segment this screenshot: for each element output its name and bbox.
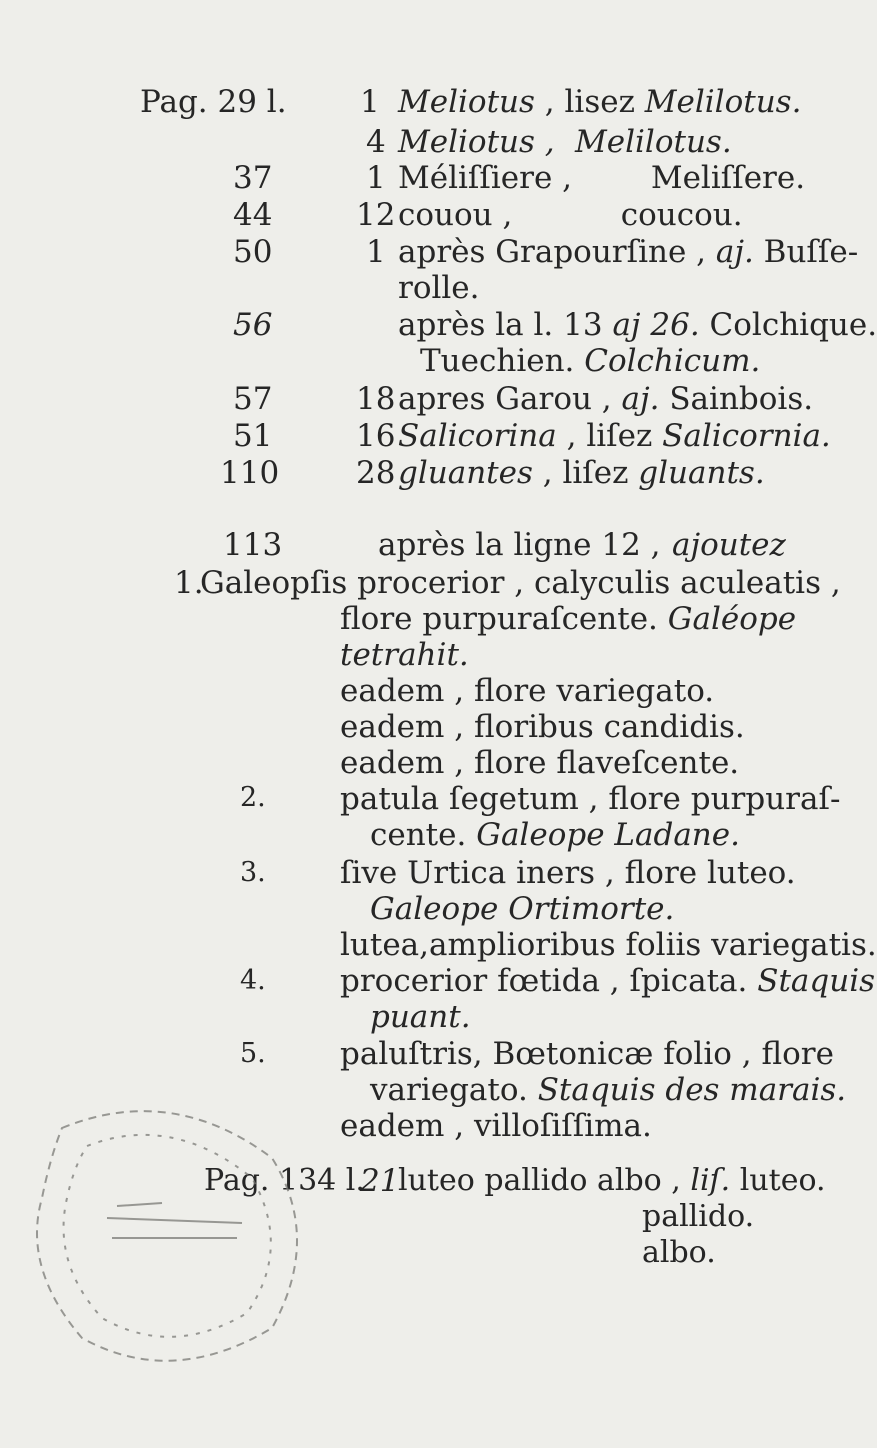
entry-line: pallido. [642, 1199, 755, 1234]
errata-text-roman: après Grapourſine , [398, 234, 716, 270]
errata-text-italic: aj 26. [612, 307, 700, 343]
errata-text: couou , coucou. [398, 197, 743, 233]
page-number: 56 [233, 307, 273, 343]
entry-line: lutea,amplioribus foliis variegatis. [340, 927, 877, 963]
entry-text-roman: cente. [370, 817, 477, 853]
errata-text [398, 234, 858, 270]
line-number: 4 [366, 124, 386, 160]
page-number: 57 [233, 381, 273, 417]
entry-line [340, 601, 796, 637]
entry-text-roman: flore purpuraſcente. [340, 601, 668, 637]
errata-text-italic: Salicorina [398, 418, 557, 454]
line-number: 21 [360, 1163, 400, 1199]
line-number: 1 [366, 234, 386, 270]
errata-text-italic: Salicornia. [662, 418, 831, 454]
entry-text-italic: Galéope [667, 601, 797, 637]
line-number: 1 [360, 84, 380, 120]
entry-line: eadem , flore flaveſcente. [340, 745, 740, 781]
errata-continuation: rolle. [398, 270, 480, 306]
addition-instruction: après la ligne 12 , [378, 527, 661, 563]
line-number: 16 [356, 418, 396, 454]
entry-text-roman: luteo pallido albo , [398, 1163, 691, 1198]
errata-text-roman: Buſſe- [753, 234, 859, 270]
entry-line [340, 963, 875, 999]
page-number: 44 [233, 197, 273, 233]
entry-text-italic: liſ. [690, 1163, 731, 1198]
entry-line: eadem , flore variegato. [340, 673, 715, 709]
errata-text-italic: gluants. [638, 455, 765, 491]
entry-line: ſive Urtica iners , flore luteo. [340, 855, 796, 891]
entry-number: 3. [240, 857, 266, 888]
errata-text: Méliſſiere , Meliſſere. [398, 160, 806, 196]
entry-line: puant. [370, 999, 471, 1035]
errata-text-italic: Meliotus , [398, 124, 555, 160]
line-number: 18 [356, 381, 396, 417]
errata-text-roman: , liſez [532, 455, 639, 491]
errata-text-italic: Colchicum. [584, 343, 761, 379]
page-number: 51 [233, 418, 273, 454]
errata-text-italic: Meliotus [398, 84, 535, 120]
library-stamp [22, 1088, 322, 1388]
page-number: Pag. 29 l. [140, 84, 287, 120]
entry-line: albo. [642, 1235, 716, 1270]
entry-text-roman: procerior fœtida , ſpicata. [340, 963, 758, 999]
errata-text [398, 455, 765, 491]
entry-text-italic: Staquis des marais. [537, 1072, 847, 1108]
errata-text [398, 307, 877, 343]
page-number: 113 [223, 527, 283, 563]
errata-text-roman: apres Garou , [398, 381, 622, 417]
entry-line: Galeopſis procerior , calyculis aculeatis , [200, 565, 841, 601]
errata-text-italic: aj. [621, 381, 660, 417]
entry-line [370, 817, 740, 853]
errata-text-roman: Colchique. [699, 307, 877, 343]
page-number: 110 [220, 455, 280, 491]
errata-text-roman: après la l. 13 [398, 307, 613, 343]
entry-line: paluſtris, Bœtonicæ folio , flore [340, 1036, 834, 1072]
errata-text-roman: Tuechien. [420, 343, 585, 379]
errata-text [398, 418, 831, 454]
entry-line: eadem , villoſiſſima. [340, 1108, 652, 1144]
errata-text-italic: aj. [715, 234, 754, 270]
page-number: 37 [233, 160, 273, 196]
errata-text-italic: Melilotus. [644, 84, 802, 120]
entry-line: eadem , floribus candidis. [340, 709, 745, 745]
errata-text-roman: , lisez [534, 84, 645, 120]
addition-instruction-italic: ajoutez [672, 527, 786, 563]
errata-text-italic: gluantes [398, 455, 533, 491]
errata-continuation [420, 343, 760, 379]
entry-line [370, 1072, 846, 1108]
errata-text [398, 84, 801, 120]
errata-text-italic: Melilotus. [575, 124, 732, 160]
entry-number: 1. [174, 565, 204, 601]
entry-line: Galeope Ortimorte. [370, 891, 675, 927]
entry-number: 4. [240, 965, 266, 996]
entry-text-roman: luteo. [730, 1163, 826, 1198]
errata-text-roman: , liſez [556, 418, 663, 454]
entry-text-roman: variegato. [370, 1072, 538, 1108]
errata-text-roman: Sainbois. [659, 381, 814, 417]
page-number: Pag. 134 l. [204, 1163, 365, 1198]
entry-number: 2. [240, 782, 266, 813]
entry-text-italic: Staquis [757, 963, 876, 999]
entry-text-italic: Galeope Ladane. [476, 817, 740, 853]
entry-line [398, 1163, 826, 1199]
line-number: 12 [356, 197, 396, 233]
entry-number: 5. [240, 1038, 266, 1069]
entry-line: tetrahit. [340, 637, 469, 673]
line-number: 28 [356, 455, 396, 491]
errata-text [398, 381, 813, 417]
line-number: 1 [366, 160, 386, 196]
page-number: 50 [233, 234, 273, 270]
entry-line: patula ſegetum , flore purpuraſ- [340, 781, 841, 817]
